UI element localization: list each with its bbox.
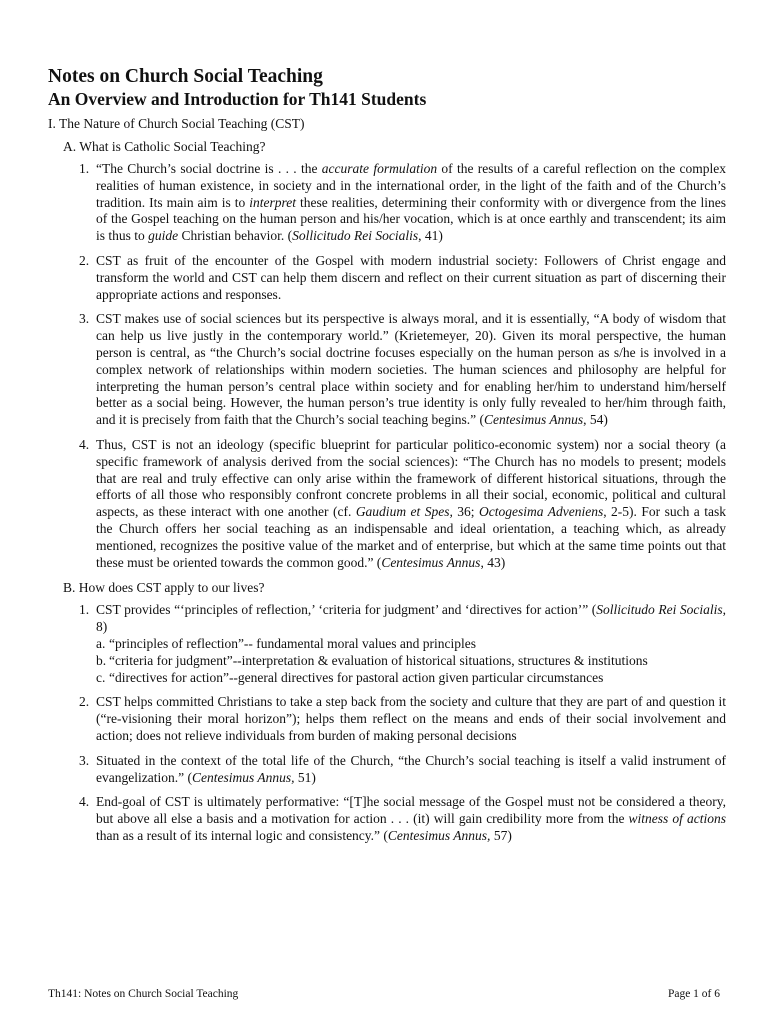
list-item — [79, 694, 726, 744]
list-b — [79, 602, 726, 844]
sub-item-letter: b. — [96, 652, 107, 668]
sub-list-item — [96, 636, 726, 653]
italic-text: Centesimus Annus — [381, 554, 481, 570]
italic-text: Centesimus Annus, — [387, 827, 491, 843]
list-a — [79, 161, 726, 571]
italic-text: Octogesima Adveniens — [479, 504, 604, 520]
item-number: 2. — [79, 694, 90, 710]
sub-item-text: “criteria for judgment”--interpretation & evaluation of historical situations, structures & institutions — [109, 652, 648, 668]
italic-text: interpret — [249, 194, 296, 210]
italic-text: Centesimus Annus — [484, 412, 584, 428]
italic-text: Sollicitudo Rei Socialis — [292, 228, 419, 244]
list-item — [79, 602, 726, 686]
item-text: CST as fruit of the encounter of the Gospel with modern industrial society: Followers of Christ engage and transform the world and CST can help them discern and reflect on their current situation as part of discerning their appropriate actions and responses. — [96, 252, 726, 302]
item-number: 1. — [79, 161, 90, 176]
italic-text: Sollicitudo Rei Socialis — [596, 602, 723, 618]
item-text: CST makes use of social sciences but its perspective is always moral, and it is essentially, “A body of wisdom that can help us live justly in the contemporary world.” (Krietemeyer, 20). Given its moral perspective, the human person is central, as “the Church’s social doctrine focuses especially on the human person as s/he is involved in a complex network of relationships within modern societies. The human sciences and philosophy are helpful for interpreting the human person’s central place within society and for enabling her/him to understand him/herself better as a social being. However, the human person’s true identity is only fully revealed to her/him through faith, and it is precisely from faith that the Church’s social teaching begins.” (Centesimus Annus, 54) — [96, 311, 726, 428]
item-number: 3. — [79, 311, 90, 327]
list-item — [79, 311, 726, 429]
item-number: 4. — [79, 794, 90, 810]
sub-list — [96, 636, 726, 686]
italic-text: Centesimus Annus, — [191, 769, 295, 785]
subsection-heading-a: A. What is Catholic Social Teaching? — [63, 139, 266, 154]
sub-item-text: “directives for action”--general directives for pastoral action given particular circumstances — [109, 669, 604, 685]
sub-item-letter: c. — [96, 669, 106, 685]
page-content — [48, 66, 726, 853]
item-text — [96, 602, 726, 686]
footer-title: Th141: Notes on Church Social Teaching — [48, 988, 239, 1000]
page-number: Page 1 of 6 — [667, 988, 720, 1000]
list-item — [79, 253, 726, 303]
list-item — [79, 437, 726, 571]
list-item — [79, 794, 726, 844]
italic-text: witness of actions — [628, 811, 726, 827]
document-title: Notes on Church Social Teaching — [48, 66, 323, 87]
italic-text: guide — [148, 228, 179, 244]
list-item — [79, 161, 726, 245]
sub-list-item — [96, 670, 726, 687]
item-text: Situated in the context of the total life of the Church, “the Church’s social teaching is itself a valid instrument of evangelization.” (Centesimus Annus, 51) — [96, 752, 726, 785]
item-number: 4. — [79, 436, 90, 452]
page-footer — [48, 988, 720, 1000]
section-heading: I. The Nature of Church Social Teaching (CST) — [48, 116, 305, 131]
italic-text: Gaudium et Spes, — [355, 504, 453, 520]
item-lead-text: CST provides “‘principles of reflection,’ ‘criteria for judgment’ and ‘directives for action’” (Sollicitudo Rei Socialis, 8) — [96, 602, 727, 635]
item-number: 3. — [79, 752, 90, 768]
item-text: “The Church’s social doctrine is . . . the accurate formulation of the results of a careful reflection on the complex realities of human existence, in society and in the international order, in the light of the faith and of the Church’s tradition. Its main aim is to interpret these realities, determining their conformity with or divergence from the lines of the Gospel teaching on the human person and his/her vocation, which is at once earthly and transcendent; its aim is thus to guide Christian behavior. (Sollicitudo Rei Socialis, 41) — [96, 161, 726, 244]
list-item — [79, 753, 726, 787]
document-subtitle: An Overview and Introduction for Th141 Students — [48, 89, 427, 109]
item-text: End-goal of CST is ultimately performative: “[T]he social message of the Gospel must not be considered a theory, but above all else a basis and a motivation for action . . . (it) will gain credibility more from the witness of actions than as a result of its internal logic and consistency.” (Centesimus Annus, 57) — [96, 794, 726, 843]
sub-list-item — [96, 653, 726, 670]
item-number: 2. — [79, 252, 90, 268]
subsection-heading-b: B. How does CST apply to our lives? — [63, 580, 265, 596]
sub-item-text: “principles of reflection”-- fundamental moral values and principles — [109, 635, 476, 651]
item-text: Thus, CST is not an ideology (specific blueprint for particular politico-economic system) nor a social theory (a specific framework of analysis derived from the social sciences): “The Church has no models to present; models that are real and truly effective can only arise within the framework of different historical situations, through the efforts of all those who responsibly confront concrete problems in all their social, economic, political and cultural aspects, as these interact with one another (cf. Gaudium et Spes, 36; Octogesima Adveniens, 2-5). For such a task the Church offers her social teaching as an indispensable and ideal orientation, a teaching which, as already mentioned, recognizes the positive value of the market and of enterprise, but which at the same time points out that these must be oriented towards the common good.” (Centesimus Annus, 43) — [96, 436, 726, 570]
sub-item-letter: a. — [96, 635, 106, 651]
item-number: 1. — [79, 602, 90, 618]
italic-text: accurate formulation — [321, 161, 438, 176]
item-text: CST helps committed Christians to take a step back from the society and culture that they are part of and question it (“re-visioning their moral horizon”); helps them reflect on the means and ends of their social involvement and action; does not relieve individuals from burden of making personal decisions — [96, 694, 726, 743]
